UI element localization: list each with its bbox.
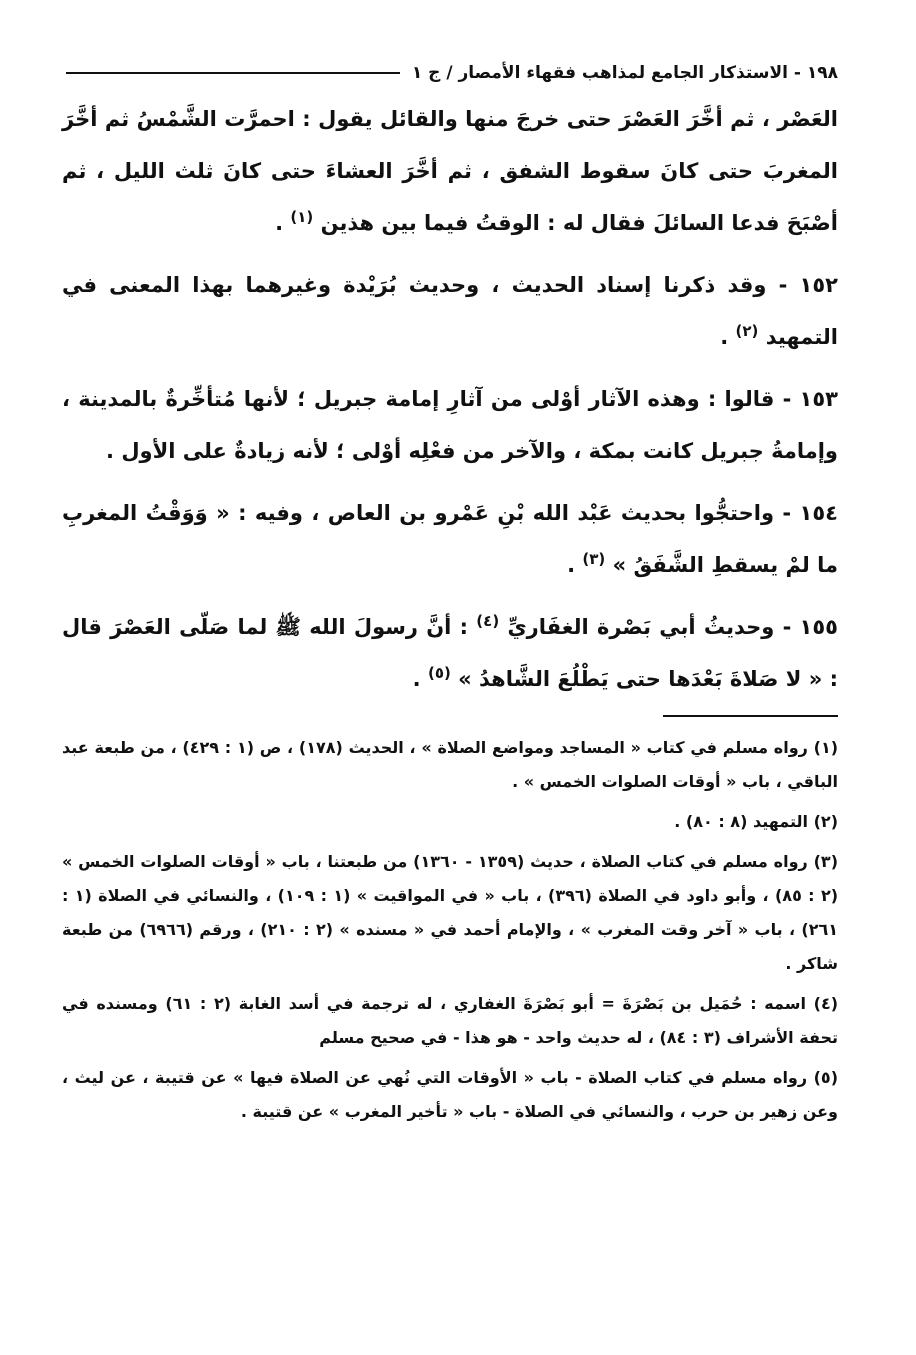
paragraph-text: ١٥٤ - واحتجُّوا بحديث عَبْد الله بْنِ عَمْرو بن العاص ، وفيه : « وَوَقْتُ المغربِ ما لمْ يسقطِ الشَّفَقُ »	[62, 501, 838, 577]
paragraph-text: ١٥٥ - وحديثُ أبي بَصْرة الغفَاريِّ	[507, 615, 838, 639]
paragraph-end: .	[567, 553, 576, 577]
footnote-3: (٣) رواه مسلم في كتاب الصلاة ، حديث (١٣٥٩ - ١٣٦٠) من طبعتنا ، باب « أوقات الصلوات الخمس » (٢ : ٨٥) ، وأبو داود في الصلاة (٣٩٦) ، باب « في المواقيت » (١ : ١٠٩) ، والنسائي في الصلاة (١ : ٢٦١) ، باب « آخر وقت المغرب » ، والإمام أحمد في « مسنده » (٢ : ٢١٠) ، ورقم (٦٩٦٦) من طبعة شاكر .	[62, 852, 839, 973]
paragraph-end: .	[275, 211, 284, 235]
footnote-separator	[663, 715, 838, 717]
footnote-ref: (٢)	[735, 322, 759, 340]
footnote-ref: (٥)	[427, 664, 451, 682]
paragraph-end: .	[412, 667, 421, 691]
paragraph-152	[62, 259, 838, 363]
paragraph-155	[62, 601, 838, 705]
footnote-ref: (٤)	[476, 612, 500, 630]
paragraph-text: ١٥٣ - قالوا : وهذه الآثار أوْلى من آثارِ إمامة جبريل ؛ لأنها مُتأخِّرةٌ بالمدينة ، وإمامةُ جبريل كانت بمكة ، والآخر من فعْلِه أوْلى ؛ لأنه زيادةٌ على الأول .	[62, 387, 838, 463]
header-rule	[66, 72, 400, 74]
paragraph-text: ١٥٢ - وقد ذكرنا إسناد الحديث ، وحديث بُرَيْدة وغيرهما بهذا المعنى في التمهيد	[62, 273, 838, 349]
header-title: ١٩٨ - الاستذكار الجامع لمذاهب فقهاء الأمصار / ج ١	[411, 63, 838, 83]
footnote-5: (٥) رواه مسلم في كتاب الصلاة - باب « الأوقات التي نُهي عن الصلاة فيها » عن قتيبة ، عن ليث ، وعن زهير بن حرب ، والنسائي في الصلاة - باب « تأخير المغرب » عن قتيبة .	[62, 1068, 838, 1121]
paragraph-153	[62, 373, 838, 477]
footnote-ref: (١)	[290, 208, 314, 226]
book-page	[62, 55, 838, 1305]
paragraph-text: العَصْر ، ثم أخَّرَ العَصْرَ حتى خرجَ منها والقائل يقول : احمرَّت الشَّمْسُ ثم أخَّرَ المغربَ حتى كانَ سقوط الشفق ، ثم أخَّرَ العشاءَ حتى كانَ ثلث الليل ، ثم أصْبَحَ فدعا السائلَ فقال له : الوقتُ فيما بين هذين	[62, 107, 838, 235]
running-header	[62, 55, 838, 91]
paragraph-text-continued: : أنَّ رسولَ الله ﷺ لما صَلّى العَصْرَ قال : « لا صَلاةَ بَعْدَها حتى يَطْلُعَ الشَّاهدُ »	[62, 615, 838, 691]
footnote-1: (١) رواه مسلم في كتاب « المساجد ومواضع الصلاة » ، الحديث (١٧٨) ، ص (١ : ٤٢٩) ، من طبعة عبد الباقي ، باب « أوقات الصلوات الخمس » .	[62, 738, 839, 791]
main-text	[62, 93, 838, 705]
footnote-ref: (٣)	[582, 550, 606, 568]
footnote-4: (٤) اسمه : حُمَيل بن بَصْرَةَ = أبو بَصْرَةَ الغفاري ، له ترجمة في أسد الغابة (٢ : ٦١) ومسنده في تحفة الأشراف (٣ : ٨٤) ، له حديث واحد - هو هذا - في صحيح مسلم	[62, 994, 839, 1047]
footnotes	[62, 731, 838, 1129]
paragraph-end: .	[720, 325, 729, 349]
paragraph-151	[62, 93, 838, 249]
paragraph-154	[62, 487, 838, 591]
footnote-2: (٢) التمهيد (٨ : ٨٠) .	[674, 812, 838, 831]
